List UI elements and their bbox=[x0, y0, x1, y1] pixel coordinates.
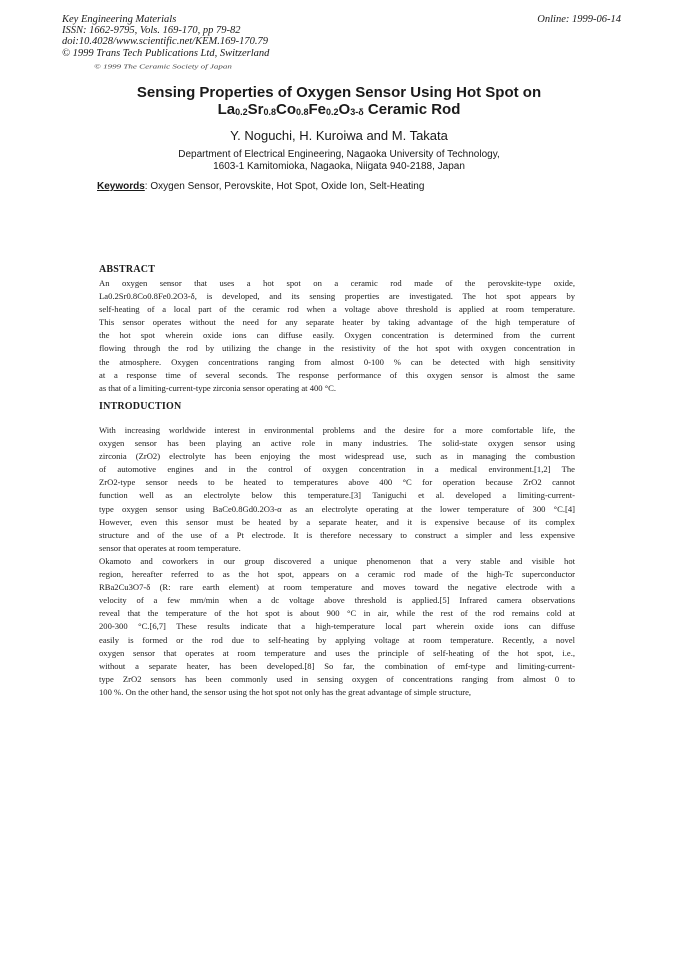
formula-element: La bbox=[217, 101, 236, 118]
introduction-paragraph-2 bbox=[99, 555, 575, 699]
formula-subscript: 0.8 bbox=[263, 107, 276, 117]
affiliation bbox=[0, 149, 678, 172]
title-suffix: Ceramic Rod bbox=[363, 101, 461, 118]
text-line: oxygen sensor that operates at room temperature and uses the principle of self-heating of the hot spot, i.e., bbox=[99, 647, 575, 658]
text-line: the hot spot wherein oxide ions can diffuse easily. Oxygen concentration is determined from the current bbox=[99, 330, 575, 341]
title-formula bbox=[218, 101, 364, 118]
text-line: sensor that operates at room temperature. bbox=[99, 542, 241, 553]
affiliation-line-2: 1603-1 Kamitomioka, Nagaoka, Niigata 940-2188, Japan bbox=[213, 160, 465, 172]
text-line: An oxygen sensor that uses a hot spot on a ceramic rod made of the perovskite-type oxide, bbox=[99, 278, 575, 288]
journal-meta bbox=[62, 14, 269, 59]
formula-element: O bbox=[338, 101, 351, 118]
society-line: © 1999 The Ceramic Society of Japan bbox=[94, 63, 232, 70]
text-line: zirconia (ZrO2) electrolyte has been enjoying the most widespread use, such as in managing the combustion bbox=[99, 451, 575, 462]
text-line: 100 %. On the other hand, the sensor using the hot spot not only has the great advantage of simple structure, bbox=[99, 686, 472, 697]
formula-subscript: 0.2 bbox=[235, 107, 248, 117]
text-line: This sensor operates without the need for any separate heater by taking advantage of the high temperature of bbox=[99, 317, 575, 328]
text-line: region, hereafter referred to as the hot spot, appears on a ceramic rod made of the high-Tc superconductor bbox=[99, 569, 575, 580]
text-line: structure and of the use of a Pt electrode. It is therefore necessary to construct a simpler and less expensive bbox=[99, 529, 575, 540]
keywords-text: : Oxygen Sensor, Perovskite, Hot Spot, Oxide Ion, Selt-Heating bbox=[144, 181, 425, 192]
paper-title bbox=[0, 84, 678, 118]
text-line: at a response time of several seconds. The response performance of this oxygen sensor is almost the same bbox=[99, 369, 575, 380]
text-line: reveal that the temperature of the hot spot is about 900 °C in air, while the rest of the rod remains cold at bbox=[99, 608, 575, 619]
text-line: La0.2Sr0.8Co0.8Fe0.2O3-δ, is developed, and its sensing properties are investigated. The hot spot appears by bbox=[99, 291, 575, 302]
meta-copyright: © 1999 Trans Tech Publications Ltd, Switzerland bbox=[62, 47, 270, 59]
introduction-heading: INTRODUCTION bbox=[99, 401, 182, 412]
text-line: easily is formed or the rod due to self-heating by applying voltage at room temperature. Recently, a novel bbox=[99, 634, 575, 645]
text-line: RBa2Cu3O7-δ (R: rare earth element) at room temperature and moves toward the negative electrode with a bbox=[99, 582, 575, 593]
abstract-heading: ABSTRACT bbox=[99, 264, 156, 275]
introduction-paragraph-1 bbox=[99, 424, 575, 555]
keywords bbox=[97, 181, 424, 192]
text-line: type ZrO2 sensors has been commonly used in sensing oxygen of concentrations ranging from almost 0 to bbox=[99, 673, 575, 684]
meta-issn: ISSN: 1662-9795, Vols. 169-170, pp 79-82 bbox=[62, 25, 241, 37]
text-line: With increasing worldwide interest in environmental problems and the desire for a more comfortable life, the bbox=[99, 425, 575, 435]
abstract-body bbox=[99, 277, 575, 395]
formula-element: Fe bbox=[308, 101, 327, 118]
keywords-label: Keywords bbox=[97, 181, 145, 192]
text-line: type oxygen sensor using BaCe0.8Gd0.2O3-α as an electrolyte operating at the lower temperature of 300 °C.[4] bbox=[99, 503, 575, 514]
text-line: oxygen sensor has been playing an active role in many industries. The solid-state oxygen sensor using bbox=[99, 438, 575, 449]
text-line: the atmosphere. Oxygen concentrations ranging from almost 0-100 % can be detected with high sensitivity bbox=[99, 356, 575, 367]
formula-subscript: 0.8 bbox=[296, 107, 309, 117]
text-line: self-heating of a local part of the ceramic rod when a voltage above threshold is applied at room temperature. bbox=[99, 304, 575, 315]
formula-element: Sr bbox=[247, 101, 264, 118]
affiliation-line-1: Department of Electrical Engineering, Nagaoka University of Technology, bbox=[178, 149, 500, 160]
formula-subscript: 3-δ bbox=[350, 107, 364, 117]
text-line: Okamoto and coworkers in our group discovered a unique phenomenon that a very stable and visible hot bbox=[99, 556, 575, 566]
online-date: Online: 1999-06-14 bbox=[537, 14, 621, 25]
meta-doi: doi:10.4028/www.scientific.net/KEM.169-170.79 bbox=[62, 36, 268, 48]
text-line: without a separate heater, has been developed.[8] So far, the combination of emf-type and limiting-current- bbox=[99, 660, 575, 671]
text-line: However, even this sensor must be heated by a separate heater, and it is expensive because of its complex bbox=[99, 516, 575, 527]
text-line: ZrO2-type sensor needs to be heated to temperatures above 400 °C for operation because ZrO2 cannot bbox=[99, 477, 575, 488]
text-line: as that of a limiting-current-type zirconia sensor operating at 400 °C. bbox=[99, 382, 337, 393]
title-line-2 bbox=[0, 101, 678, 118]
meta-journal: Key Engineering Materials bbox=[62, 14, 177, 25]
formula-element: Co bbox=[276, 101, 296, 118]
text-line: velocity of a few mm/min when a dc voltage above threshold is applied.[5] Infrared camera observations bbox=[99, 595, 575, 606]
text-line: function well as an electrolyte below this temperature.[3] Taniguchi et al. developed a limiting-current- bbox=[99, 490, 575, 501]
text-line: 200-300 °C.[6,7] These results indicate that a high-temperature local part wherein oxide ions can diffuse bbox=[99, 621, 575, 632]
text-line: of automotive engines and in the control of oxygen concentration in a medical environment.[1,2] The bbox=[99, 464, 575, 475]
title-line-1: Sensing Properties of Oxygen Sensor Using Hot Spot on bbox=[136, 84, 542, 101]
formula-subscript: 0.2 bbox=[326, 107, 339, 117]
text-line: flowing through the rod by utilizing the change in the resistivity of the hot spot with oxygen concentration in bbox=[99, 343, 575, 354]
authors: Y. Noguchi, H. Kuroiwa and M. Takata bbox=[230, 128, 448, 143]
